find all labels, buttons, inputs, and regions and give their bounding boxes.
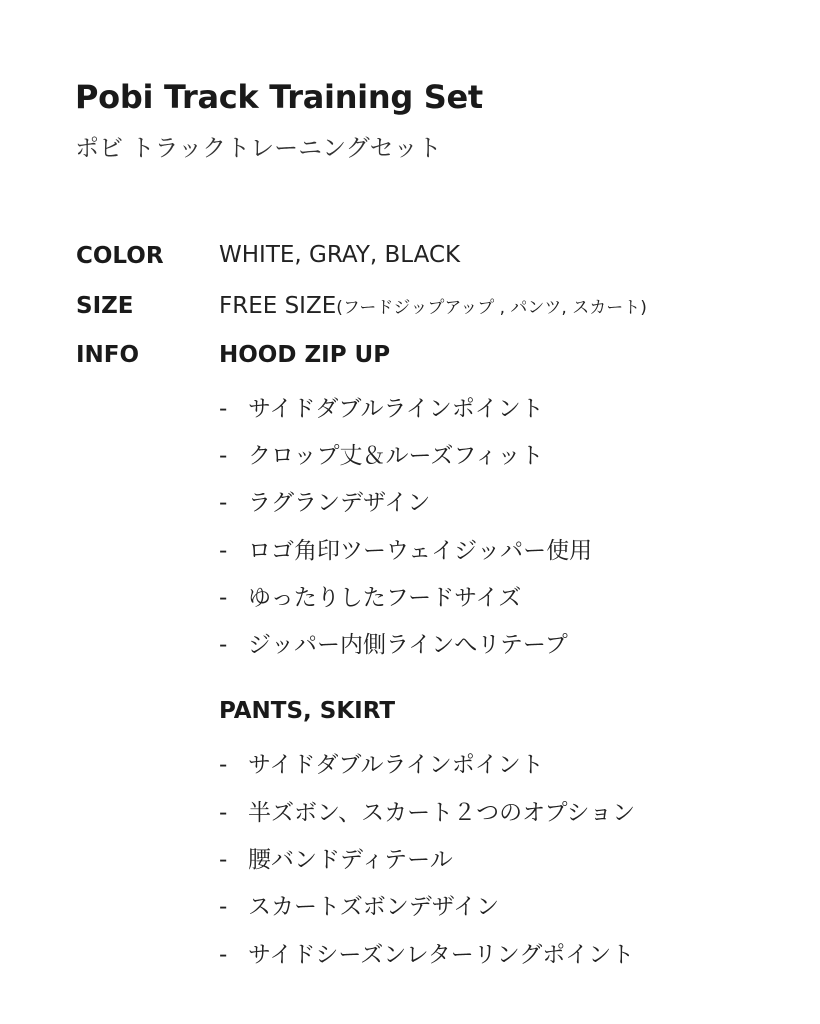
list-item-text: ロゴ角印ツーウェイジッパー使用 — [248, 538, 593, 564]
pants-list-item — [219, 794, 635, 827]
size-note: (フードジップアップ , パンツ, スカート) — [336, 298, 647, 318]
hood-list-item — [219, 390, 544, 423]
hood-list-item — [219, 626, 568, 659]
bullet-dash: - — [219, 396, 228, 422]
pants-list-item — [219, 936, 634, 969]
product-title: Pobi Track Training Set — [75, 78, 483, 116]
hood-list-item — [219, 437, 544, 470]
pants-list-item — [219, 841, 453, 874]
list-item-text: サイドダブルラインポイント — [248, 396, 544, 422]
bullet-dash: - — [219, 538, 228, 564]
list-item-text: 半ズボン、スカート２つのオプション — [248, 800, 636, 826]
color-value: WHITE, GRAY, BLACK — [219, 242, 461, 268]
bullet-dash: - — [219, 800, 228, 826]
bullet-dash: - — [219, 942, 228, 968]
hood-list-item — [219, 484, 430, 517]
list-item-text: スカートズボンデザイン — [248, 894, 500, 920]
list-item-text: 腰バンドディテール — [248, 847, 453, 873]
hood-heading: HOOD ZIP UP — [219, 342, 391, 368]
list-item-text: ラグランデザイン — [248, 490, 431, 516]
list-item-text: ゆったりしたフードサイズ — [248, 585, 522, 611]
size-value-row — [219, 293, 647, 319]
list-item-text: クロップ丈＆ルーズフィット — [248, 443, 544, 469]
hood-list-item — [219, 579, 521, 612]
bullet-dash: - — [219, 443, 228, 469]
info-label: INFO — [76, 342, 140, 368]
list-item-text: サイドダブルラインポイント — [248, 752, 544, 778]
hood-list-item — [219, 532, 592, 565]
color-label: COLOR — [76, 243, 164, 269]
size-value: FREE SIZE — [219, 293, 337, 319]
bullet-dash: - — [219, 847, 228, 873]
bullet-dash: - — [219, 585, 228, 611]
bullet-dash: - — [219, 490, 228, 516]
bullet-dash: - — [219, 752, 228, 778]
pants-list-item — [219, 888, 499, 921]
pants-list-item — [219, 746, 544, 779]
pants-heading: PANTS, SKIRT — [219, 698, 396, 724]
size-label: SIZE — [76, 293, 134, 319]
list-item-text: サイドシーズンレターリングポイント — [248, 942, 635, 968]
bullet-dash: - — [219, 894, 228, 920]
product-subtitle: ポビ トラックトレーニングセット — [75, 134, 442, 162]
list-item-text: ジッパー内側ラインへリテープ — [248, 632, 568, 658]
bullet-dash: - — [219, 632, 228, 658]
